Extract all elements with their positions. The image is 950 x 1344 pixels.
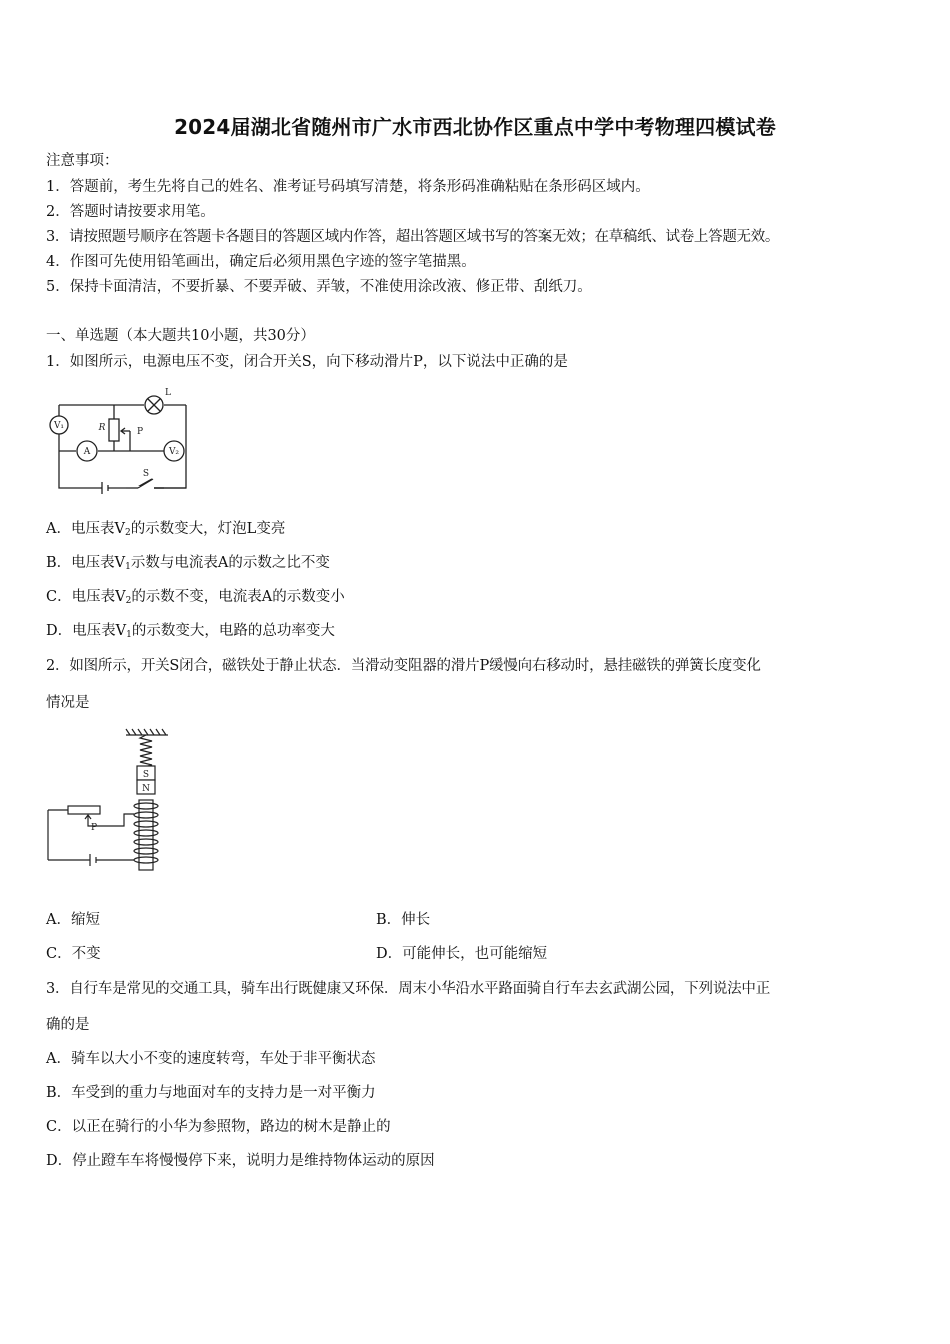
q1-option-c-post: 的示数不变，电流表A的示数变小	[131, 589, 345, 605]
q1-option-d-pre: D．电压表V	[46, 623, 127, 639]
q1-option-b	[46, 553, 330, 577]
q2-option-a: A．缩短	[46, 912, 100, 928]
notice-heading: 注意事项：	[46, 153, 119, 169]
q1-option-c-sub: 2	[125, 596, 132, 606]
q1-option-a	[46, 519, 285, 543]
q2-option-b: B．伸长	[376, 912, 431, 928]
q2-option-d: D．可能伸长，也可能缩短	[376, 946, 548, 962]
fig-label-v2: V₂	[168, 447, 180, 457]
fig-label-p: P	[136, 427, 144, 437]
q1-option-a-post: 的示数变大，灯泡L变亮	[130, 521, 286, 537]
q3-option-c: C．以正在骑行的小华为参照物，路边的树木是静止的	[46, 1119, 391, 1135]
notice-item-3: 3．请按照题号顺序在答题卡各题目的答题区域内作答，超出答题区域书写的答案无效；在草稿纸、试卷上答题无效。	[46, 229, 780, 245]
fig-label-s-pole: S	[142, 770, 150, 780]
fig-label-p-slider: P	[90, 823, 98, 833]
q1-option-c	[46, 587, 345, 611]
q1-option-b-post: 示数与电流表A的示数之比不变	[130, 555, 330, 571]
q2-electromagnet-figure	[44, 726, 174, 874]
q1-option-d-post: 的示数变大，电路的总功率变大	[131, 623, 335, 639]
page-title: 2024届湖北省随州市广水市西北协作区重点中学中考物理四模试卷	[174, 115, 776, 139]
q3-option-b: B．车受到的重力与地面对车的支持力是一对平衡力	[46, 1085, 376, 1101]
section-heading: 一、单选题（本大题共10小题，共30分）	[46, 328, 315, 344]
notice-item-1: 1．答题前，考生先将自己的姓名、准考证号码填写清楚，将条形码准确粘贴在条形码区域内。	[46, 179, 650, 195]
q3-option-d: D．停止蹬车车将慢慢停下来，说明力是维持物体运动的原因	[46, 1153, 435, 1169]
q1-option-c-pre: C．电压表V	[46, 589, 126, 605]
q1-option-d-sub: 1	[126, 630, 132, 640]
q1-option-b-sub: 1	[125, 562, 131, 572]
notice-item-4: 4．作图可先使用铅笔画出，确定后必须用黑色字迹的签字笔描黑。	[46, 254, 476, 270]
notice-item-5: 5．保持卡面清洁，不要折暴、不要弄破、弄皱，不准使用涂改液、修正带、刮纸刀。	[46, 279, 592, 295]
fig-label-s: S	[142, 469, 150, 479]
fig-label-l: L	[165, 388, 171, 398]
q2-stem-line1: 2．如图所示，开关S闭合，磁铁处于静止状态．当滑动变阻器的滑片P缓慢向右移动时，悬挂磁铁的弹簧长度变化	[46, 658, 761, 674]
fig-label-r: R	[98, 423, 106, 433]
q2-option-c: C．不变	[46, 946, 101, 962]
q1-option-b-pre: B．电压表V	[46, 555, 126, 571]
fig-label-n-pole: N	[142, 784, 150, 794]
q1-stem: 1．如图所示，电源电压不变，闭合开关S，向下移动滑片P，以下说法中正确的是	[46, 354, 568, 370]
notice-item-2: 2．答题时请按要求用笔。	[46, 204, 215, 220]
q1-option-a-pre: A．电压表V	[46, 521, 125, 537]
q3-stem-line1: 3．自行车是常见的交通工具，骑车出行既健康又环保．周末小华沿水平路面骑自行车去玄武湖公园，下列说法中正	[46, 981, 771, 997]
q3-option-a: A．骑车以大小不变的速度转弯，车处于非平衡状态	[46, 1051, 376, 1067]
q2-stem-line2: 情况是	[46, 695, 90, 711]
q1-option-a-sub: 2	[124, 528, 131, 538]
fig-label-v1: V₁	[53, 421, 65, 431]
q1-option-d	[46, 621, 335, 645]
q1-circuit-figure	[44, 383, 194, 498]
q3-stem-line2: 确的是	[46, 1017, 90, 1033]
fig-label-a: A	[83, 447, 91, 457]
